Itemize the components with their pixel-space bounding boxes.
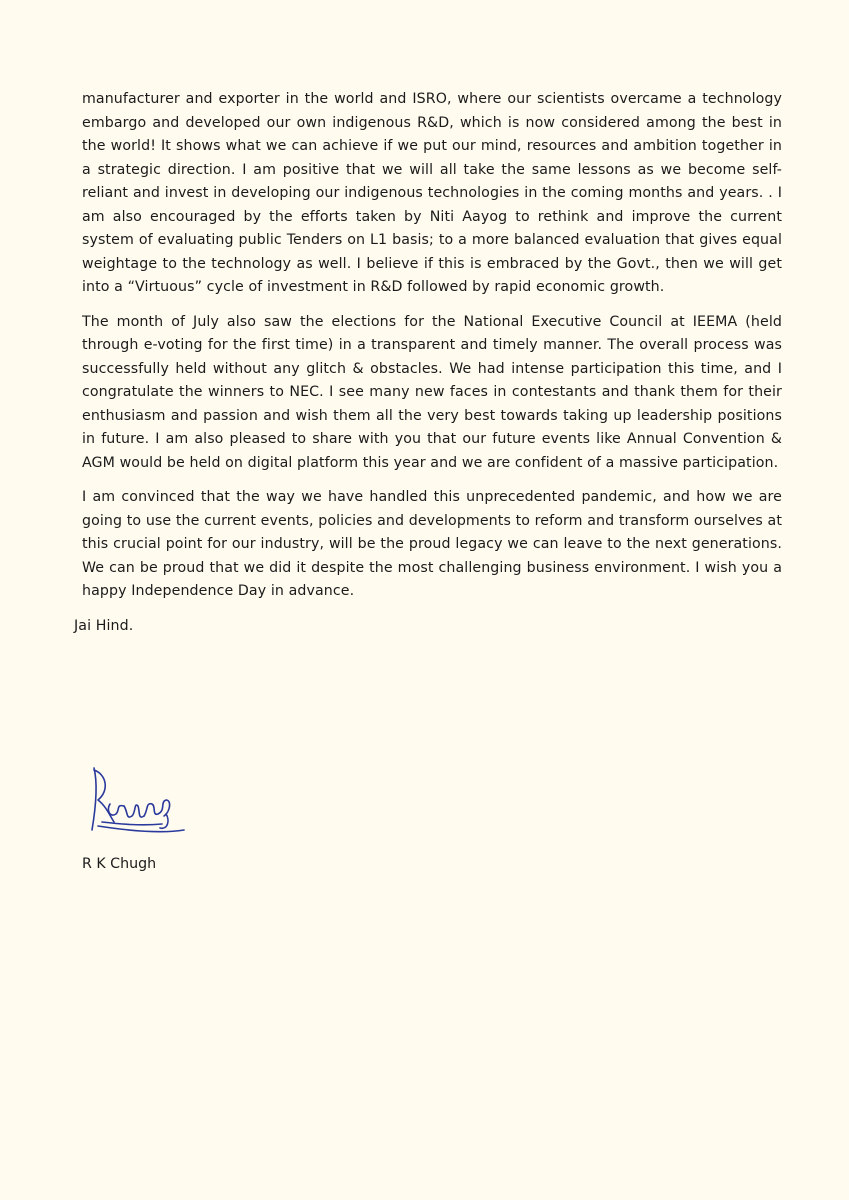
letter-body: [74, 88, 782, 638]
closing-salutation: Jai Hind.: [74, 617, 134, 634]
handwritten-signature: [80, 764, 190, 842]
paragraph-1: manufacturer and exporter in the world and ISRO, where our scientists overcame a technology embargo and developed our own indigenous R&D, which is now considered among the best in the world! It shows what we can achieve if we put our mind, resources and ambition together in a strategic direction. I am positive that we will all take the same lessons as we become self-reliant and invest in developing our indigenous technologies in the coming months and years. . I am also encouraged by the efforts taken by Niti Aayog to rethink and improve the current system of evaluating public Tenders on L1 basis; to a more balanced evaluation that gives equal weightage to the technology as well. I believe if this is embraced by the Govt., then we will get into a “Virtuous” cycle of investment in R&D followed by rapid economic growth.: [82, 91, 782, 295]
paragraph-3: I am convinced that the way we have handled this unprecedented pandemic, and how we are going to use the current events, policies and developments to reform and transform ourselves at this crucial point for our industry, will be the proud legacy we can leave to the next generations. We can be proud that we did it despite the most challenging business environment. I wish you a happy Independence Day in advance.: [82, 489, 782, 599]
paragraph-2: The month of July also saw the elections for the National Executive Council at IEEMA (held through e-voting for the first time) in a transparent and timely manner. The overall process was successfully held without any glitch & obstacles. We had intense participation this time, and I congratulate the winners to NEC. I see many new faces in contestants and thank them for their enthusiasm and passion and wish them all the very best towards taking up leadership positions in future. I am also pleased to share with you that our future events like Annual Convention & AGM would be held on digital platform this year and we are confident of a massive participation.: [82, 313, 782, 471]
signer-name: R K Chugh: [82, 856, 157, 872]
